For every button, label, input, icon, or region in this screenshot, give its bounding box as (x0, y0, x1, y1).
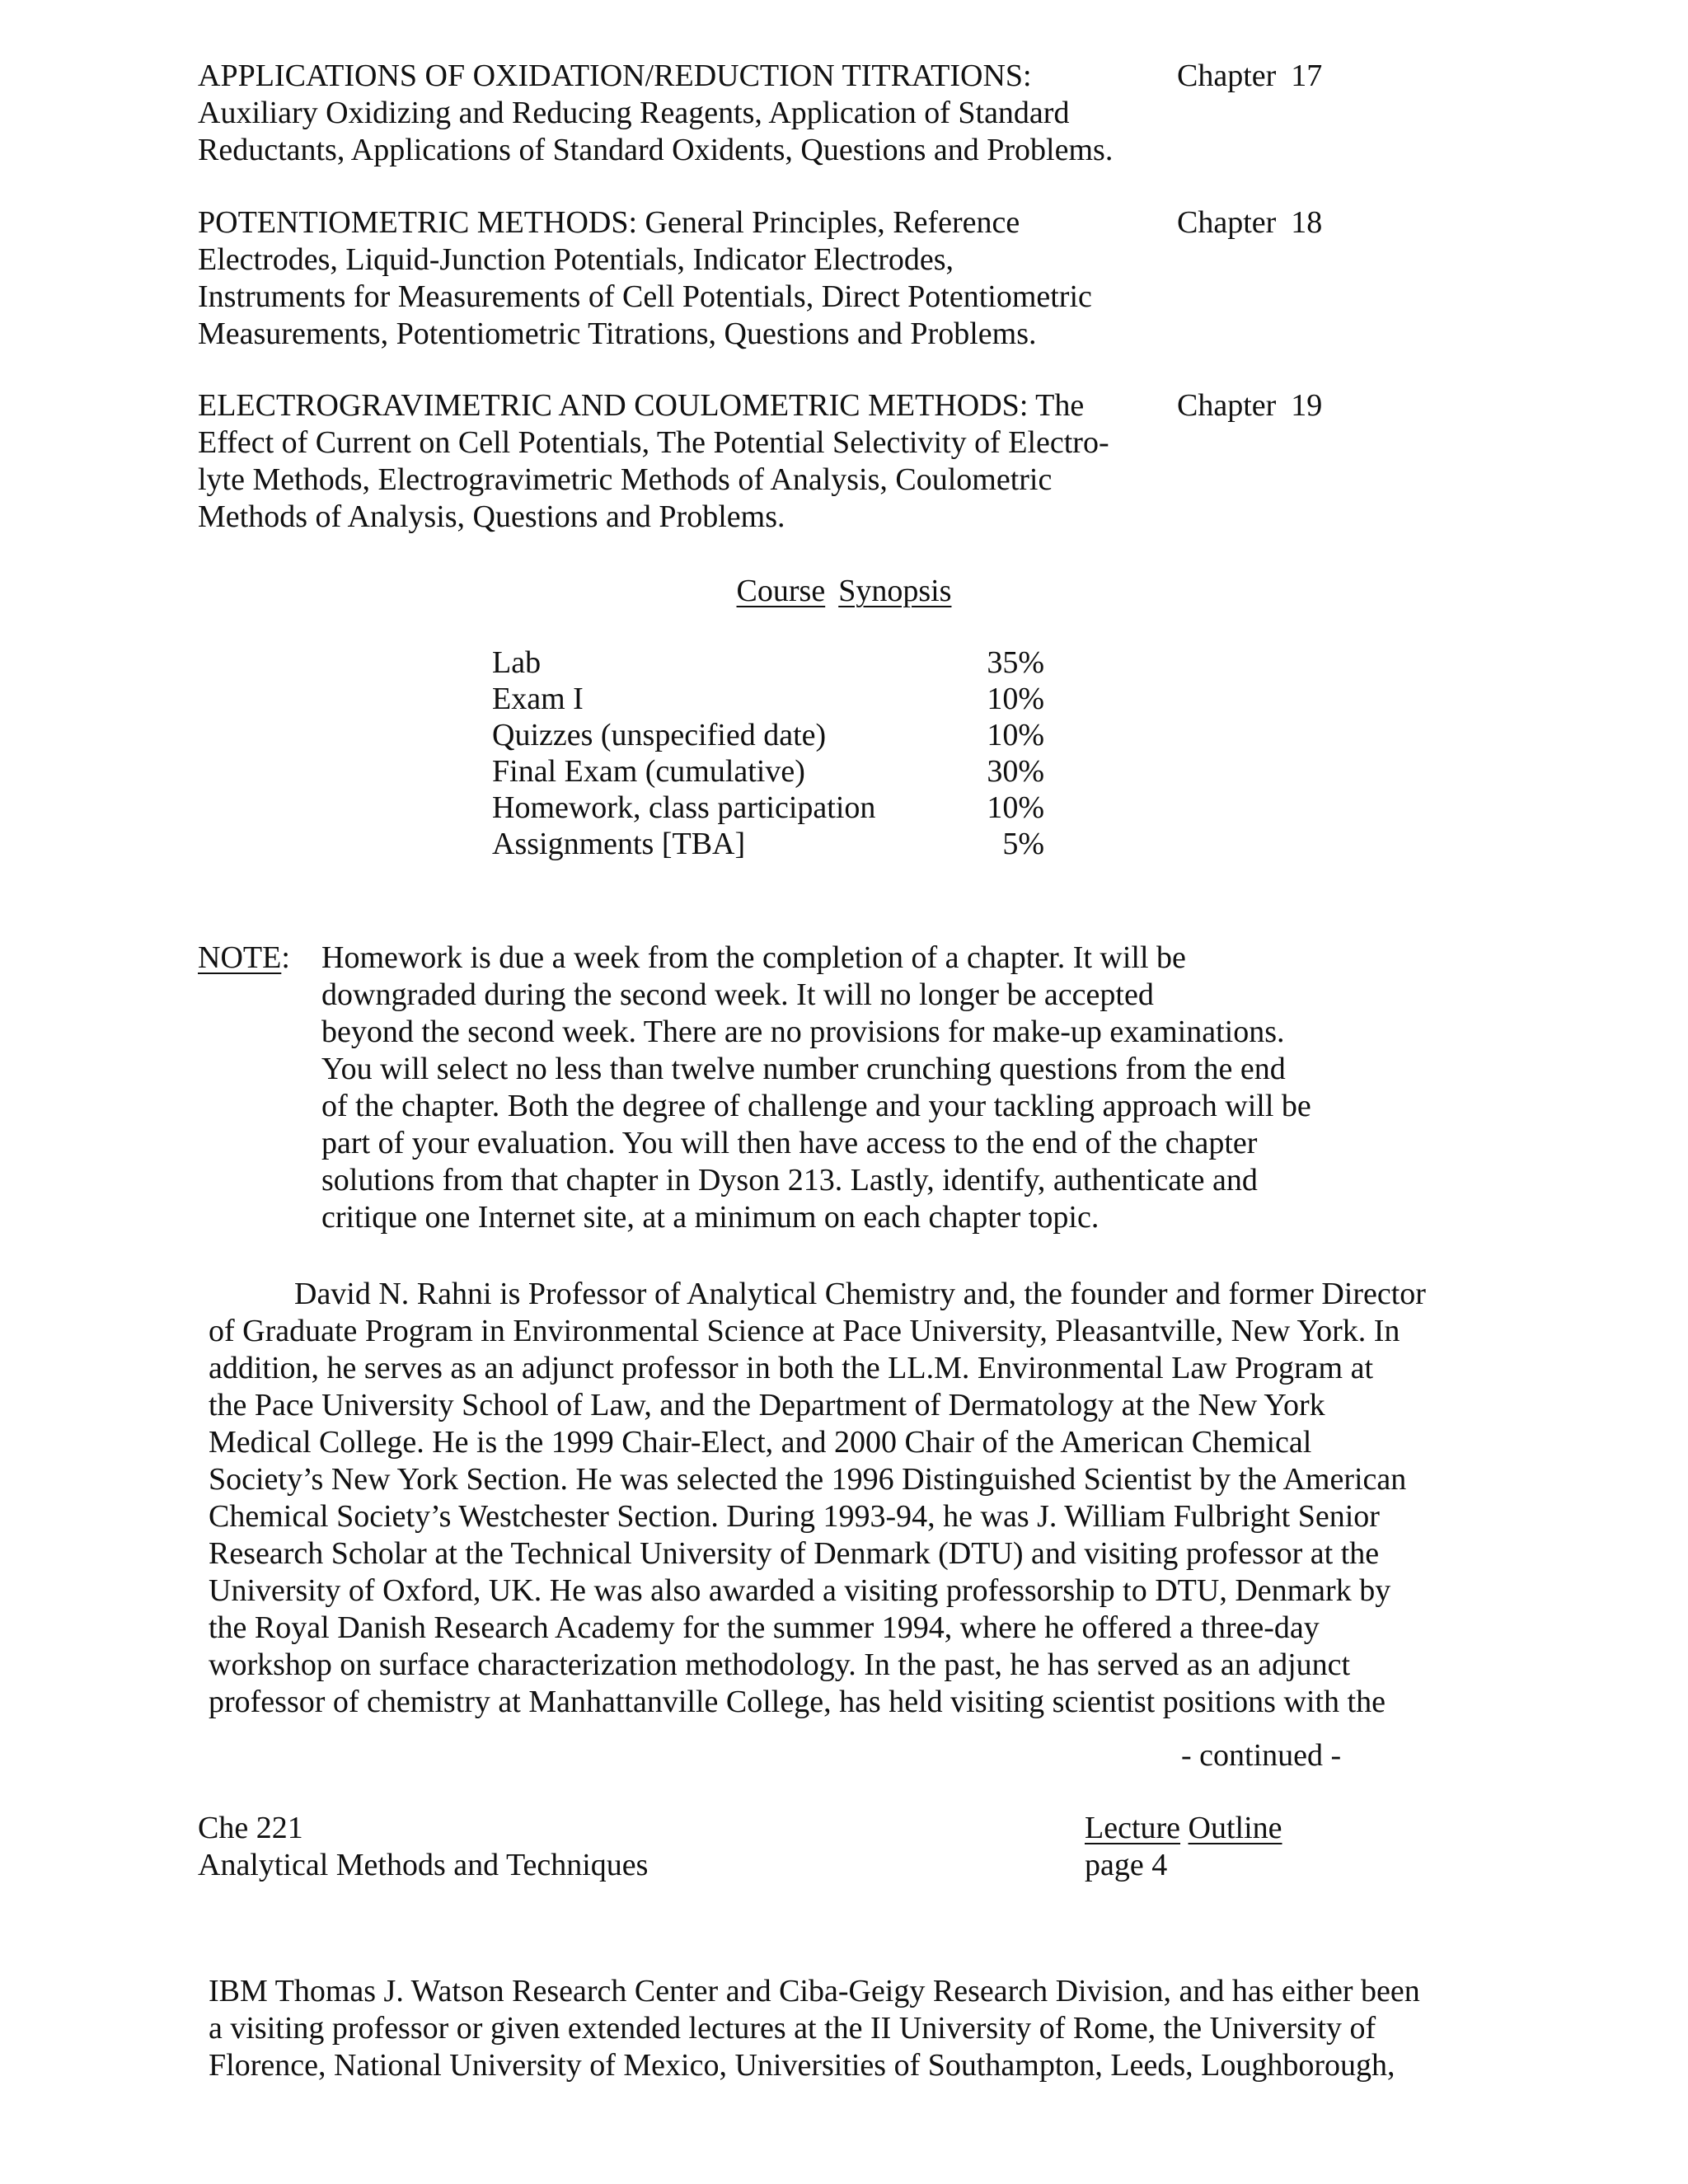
text-line: You will select no less than twelve number crunching questions from the end (321, 1052, 1286, 1086)
text-line: downgraded during the second week. It will no longer be accepted (321, 977, 1154, 1012)
text-line: professor of chemistry at Manhattanville College, has held visiting scientist positions with the (209, 1685, 1386, 1719)
text-line: of the chapter. Both the degree of challenge and your tackling approach will be (321, 1089, 1311, 1123)
text-line: Methods of Analysis, Questions and Problems. (198, 499, 785, 534)
outline-word: Outline (1188, 1811, 1282, 1845)
grading-label: Final Exam (cumulative) (492, 754, 805, 789)
grading-row (492, 753, 1044, 790)
text-line: IBM Thomas J. Watson Research Center and Ciba-Geigy Research Division, and has either been (209, 1974, 1420, 2008)
text-line: lyte Methods, Electrogravimetric Methods of Analysis, Coulometric (198, 462, 1053, 497)
chapter-label: Chapter (1177, 59, 1277, 93)
outline-word: Lecture (1085, 1811, 1181, 1845)
text-line: ELECTROGRAVIMETRIC AND COULOMETRIC METHODS: The (198, 388, 1085, 423)
synopsis-title-word: Course (736, 574, 826, 608)
page-number: page 4 (1085, 1848, 1168, 1882)
note-body (321, 940, 1311, 1236)
text-line: University of Oxford, UK. He was also awarded a visiting professorship to DTU, Denmark by (209, 1573, 1391, 1608)
grading-row (492, 826, 1044, 863)
grading-label: Assignments [TBA] (492, 827, 746, 861)
synopsis-title (0, 573, 1688, 610)
chapter-label: Chapter (1177, 205, 1277, 240)
text-line: addition, he serves as an adjunct professor in both the LL.M. Environmental Law Program at (209, 1351, 1374, 1385)
outline-heading (1085, 1810, 1282, 1847)
grading-label: Homework, class participation (492, 790, 876, 825)
chapter-reference (1177, 387, 1322, 424)
text-line: Homework is due a week from the completion of a chapter. It will be (321, 940, 1186, 975)
text-line: critique one Internet site, at a minimum on each chapter topic. (321, 1200, 1100, 1235)
note-label-colon: : (281, 940, 290, 975)
text-line: Society’s New York Section. He was selected the 1996 Distinguished Scientist by the American (209, 1462, 1407, 1497)
text-line: beyond the second week. There are no provisions for make-up examinations. (321, 1015, 1285, 1049)
text-line: Florence, National University of Mexico, Universities of Southampton, Leeds, Loughborough, (209, 2048, 1395, 2083)
note-label (198, 940, 290, 977)
text-line: workshop on surface characterization methodology. In the past, he has served as an adjunct (209, 1647, 1351, 1682)
grading-value: 10% (987, 718, 1044, 752)
chapter-number: 18 (1291, 205, 1323, 240)
text-line: Electrodes, Liquid-Junction Potentials, Indicator Electrodes, (198, 242, 954, 277)
chapter-description (198, 58, 1170, 169)
course-title: Analytical Methods and Techniques (198, 1848, 649, 1882)
text-line: part of your evaluation. You will then have access to the end of the chapter (321, 1126, 1258, 1160)
chapter-reference (1177, 204, 1322, 241)
text-line: Instruments for Measurements of Cell Potentials, Direct Potentiometric (198, 279, 1092, 314)
grading-label: Quizzes (unspecified date) (492, 718, 827, 752)
grading-value: 5% (1002, 827, 1044, 861)
text-line: POTENTIOMETRIC METHODS: General Principles, Reference (198, 205, 1020, 240)
text-line: APPLICATIONS OF OXIDATION/REDUCTION TITRATIONS: (198, 59, 1032, 93)
text-line: Reductants, Applications of Standard Oxidents, Questions and Problems. (198, 133, 1114, 167)
text-line: Chemical Society’s Westchester Section. During 1993-94, he was J. William Fulbright Senior (209, 1499, 1380, 1534)
chapter-number: 19 (1291, 388, 1323, 423)
synopsis-title-word: Synopsis (838, 574, 952, 608)
footer-course (198, 1810, 648, 1884)
chapter-number: 17 (1291, 59, 1323, 93)
text-line: David N. Rahni is Professor of Analytical Chemistry and, the founder and former Director (294, 1277, 1426, 1311)
text-line: Effect of Current on Cell Potentials, The Potential Selectivity of Electro- (198, 425, 1109, 460)
text-line: the Royal Danish Research Academy for the summer 1994, where he offered a three-day (209, 1610, 1320, 1645)
text-line: the Pace University School of Law, and the Department of Dermatology at the New York (209, 1388, 1325, 1422)
note-label-text: NOTE (198, 940, 282, 975)
grading-value: 10% (987, 682, 1044, 716)
bio-continuation (209, 1973, 1478, 2084)
course-code: Che 221 (198, 1811, 303, 1845)
grading-value: 35% (987, 645, 1044, 680)
chapter-reference (1177, 58, 1322, 95)
text-line: of Graduate Program in Environmental Science at Pace University, Pleasantville, New York. In (209, 1314, 1400, 1348)
grading-row (492, 681, 1044, 718)
footer-outline (1085, 1810, 1282, 1884)
grading-row (492, 644, 1044, 682)
text-line: solutions from that chapter in Dyson 213. Lastly, identify, authenticate and (321, 1163, 1258, 1197)
grading-label: Exam I (492, 682, 584, 716)
bio-paragraph (209, 1276, 1478, 1721)
grading-value: 10% (987, 790, 1044, 825)
grading-label: Lab (492, 645, 542, 680)
chapter-description (198, 204, 1170, 353)
grading-row (492, 717, 1044, 754)
chapter-label: Chapter (1177, 388, 1277, 423)
grading-row (492, 790, 1044, 827)
text-line: Auxiliary Oxidizing and Reducing Reagents, Application of Standard (198, 96, 1070, 130)
text-line: Research Scholar at the Technical University of Denmark (DTU) and visiting professor at the (209, 1536, 1380, 1571)
text-line: a visiting professor or given extended lectures at the II University of Rome, the University of (209, 2011, 1376, 2046)
text-line: Measurements, Potentiometric Titrations, Questions and Problems. (198, 316, 1037, 351)
grading-value: 30% (987, 754, 1044, 789)
chapter-description (198, 387, 1170, 536)
text-line: Medical College. He is the 1999 Chair-Elect, and 2000 Chair of the American Chemical (209, 1425, 1312, 1460)
continued-marker: - continued - (1181, 1738, 1342, 1773)
